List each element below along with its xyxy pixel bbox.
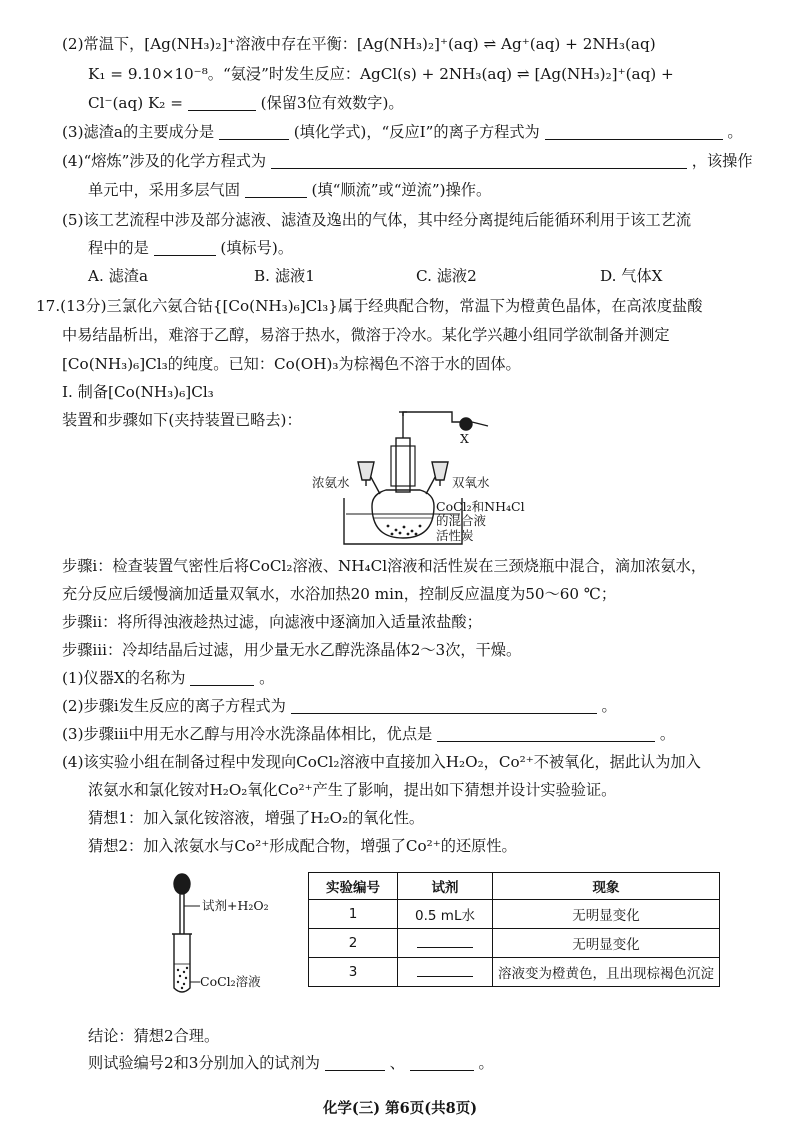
label-carbon: 活性炭 — [436, 528, 474, 543]
q17-sub2 — [62, 696, 617, 716]
experiment-table — [308, 872, 720, 987]
answer-blank-recycle[interactable] — [154, 239, 216, 256]
drying-tube-x-icon — [460, 418, 472, 430]
table-header-phenomenon: 现象 — [493, 873, 720, 900]
q16-part3-end: 。 — [727, 123, 743, 141]
q16-part5-text1: 程中的是 — [88, 239, 149, 257]
dropper-bulb-icon — [174, 874, 190, 894]
q16-part2-line3 — [88, 93, 404, 113]
q16-part3 — [62, 122, 743, 142]
q16-part4-text3: 单元中，采用多层气固 — [88, 181, 240, 199]
step1-line1: 步骤i：检查装置气密性后将CoCl₂溶液、NH₄Cl溶液和活性炭在三颈烧瓶中混合，滴加浓氨水， — [62, 557, 707, 575]
answer-blank-reagent-3[interactable] — [417, 964, 473, 977]
q16-part4-text1: (4)“熔炼”涉及的化学方程式为 — [62, 152, 267, 170]
q16-part5-text2: (填标号)。 — [220, 239, 294, 257]
final-question-end: 。 — [478, 1054, 494, 1072]
table-cell-id: 3 — [309, 958, 398, 987]
conclusion-line: 结论：猜想2合理。 — [88, 1027, 220, 1045]
table-header-row — [309, 873, 720, 900]
table-cell-id: 1 — [309, 900, 398, 929]
table-row — [309, 958, 720, 987]
q17-sub2-end: 。 — [601, 697, 617, 715]
q17-sub4-line1: (4)该实验小组在制备过程中发现向CoCl₂溶液中直接加入H₂O₂，Co²⁺不被氧化，据此认为加入 — [62, 753, 701, 771]
table-row — [309, 929, 720, 958]
answer-blank-exp3[interactable] — [410, 1054, 474, 1071]
q17-setup-text: 装置和步骤如下(夹持装置已略去)： — [62, 411, 302, 429]
q16-part3-text2: (填化学式)，“反应I”的离子方程式为 — [293, 123, 540, 141]
q16-part4-text4: (填“顺流”或“逆流”)操作。 — [311, 181, 492, 199]
page-footer: 化学(三) 第6页(共8页) — [322, 1100, 478, 1117]
table-row — [309, 900, 720, 929]
q17-intro-line1: 17.(13分)三氯化六氨合钴{[Co(NH₃)₆]Cl₃}属于经典配合物，常温下为橙黄色晶体，在高浓度盐酸 — [36, 297, 703, 315]
label-cocl2-solution: CoCl₂溶液 — [200, 974, 261, 989]
step3-line: 步骤iii：冷却结晶后过滤，用少量无水乙醇洗涤晶体2～3次，干燥。 — [62, 641, 522, 659]
step1-line2: 充分反应后缓慢滴加适量双氧水，水浴加热20 min，控制反应温度为50～60 ℃； — [62, 585, 617, 603]
answer-blank-flow[interactable] — [245, 181, 307, 198]
test-tube-figure — [160, 870, 300, 1000]
final-question-line — [88, 1053, 494, 1073]
q16-option-a: A. 滤渣a — [88, 267, 149, 285]
q17-sub1 — [62, 668, 274, 688]
q16-part5-line2 — [88, 238, 293, 258]
q16-option-c: C. 滤液2 — [416, 267, 477, 285]
table-cell-reagent-blank[interactable] — [398, 958, 493, 987]
q17-section-heading: Ⅰ. 制备[Co(NH₃)₆]Cl₃ — [62, 383, 214, 401]
answer-blank-residue[interactable] — [219, 123, 289, 140]
q16-k2-note: (保留3位有效数字)。 — [260, 94, 404, 112]
hypothesis-2: 猜想2：加入浓氨水与Co²⁺形成配合物，增强了Co²⁺的还原性。 — [88, 837, 517, 855]
apparatus-figure — [312, 402, 525, 550]
q16-option-b: B. 滤液1 — [254, 267, 315, 285]
answer-blank-instrument[interactable] — [190, 669, 254, 686]
q17-sub1-end: 。 — [259, 669, 275, 687]
answer-blank-reagent-2[interactable] — [417, 935, 473, 948]
step2-line: 步骤ii：将所得浊液趁热过滤，向滤液中逐滴加入适量浓盐酸； — [62, 613, 482, 631]
table-cell-phenomenon: 无明显变化 — [493, 929, 720, 958]
table-header-reagent: 试剂 — [398, 873, 493, 900]
q16-part3-text1: (3)滤渣a的主要成分是 — [62, 123, 215, 141]
answer-blank-exp2[interactable] — [325, 1054, 385, 1071]
answer-blank-advantage[interactable] — [437, 725, 655, 742]
final-question-separator: 、 — [389, 1054, 405, 1072]
q17-sub2-text: (2)步骤i发生反应的离子方程式为 — [62, 697, 286, 715]
q16-part5-line1: (5)该工艺流程中涉及部分滤液、滤渣及逸出的气体，其中经分离提纯后能循环利用于该工艺流 — [62, 211, 692, 229]
q17-intro-line2: 中易结晶析出，难溶于乙醇，易溶于热水，微溶于冷水。某化学兴趣小组同学欲制备并测定 — [62, 326, 670, 344]
q16-k2-label: Cl⁻(aq) K₂ = — [88, 94, 183, 112]
label-ammonia: 浓氨水 — [312, 475, 350, 490]
q17-sub1-text: (1)仪器X的名称为 — [62, 669, 186, 687]
label-x: X — [460, 431, 469, 446]
q16-part4-line2 — [88, 180, 491, 200]
q17-sub3-text: (3)步骤iii中用无水乙醇与用冷水洗涤晶体相比，优点是 — [62, 725, 433, 743]
table-cell-id: 2 — [309, 929, 398, 958]
answer-blank-ionic-eq[interactable] — [545, 123, 723, 140]
label-mixture-line1: CoCl₂和NH₄Cl — [436, 499, 525, 514]
q16-option-d: D. 气体X — [600, 267, 663, 285]
answer-blank-step1-eq[interactable] — [291, 697, 597, 714]
test-tube-icon — [174, 934, 190, 992]
q17-intro-line3: [Co(NH₃)₆]Cl₃的纯度。已知：Co(OH)₃为棕褐色不溶于水的固体。 — [62, 355, 521, 373]
hypothesis-1: 猜想1：加入氯化铵溶液，增强了H₂O₂的氧化性。 — [88, 809, 425, 827]
q16-part2-line2: K₁ = 9.10×10⁻⁸。“氨浸”时发生反应：AgCl(s) + 2NH₃(aq) ⇌ [Ag(NH₃)₂]⁺(aq) + — [88, 65, 674, 83]
table-cell-phenomenon: 无明显变化 — [493, 900, 720, 929]
answer-blank-smelting-eq[interactable] — [271, 152, 687, 169]
table-cell-reagent: 0.5 mL水 — [398, 900, 493, 929]
final-question-text: 则试验编号2和3分别加入的试剂为 — [88, 1054, 320, 1072]
label-mixture-line2: 的混合液 — [436, 513, 487, 528]
answer-blank-k2[interactable] — [188, 94, 256, 111]
label-peroxide: 双氧水 — [452, 475, 490, 490]
q17-sub3-end: 。 — [659, 725, 676, 743]
q16-part4-line1 — [62, 151, 753, 171]
label-reagent-h2o2: 试剂+H₂O₂ — [202, 898, 269, 913]
table-cell-reagent-blank[interactable] — [398, 929, 493, 958]
table-header-id: 实验编号 — [309, 873, 398, 900]
q17-sub4-line2: 浓氨水和氯化铵对H₂O₂氧化Co²⁺产生了影响，提出如下猜想并设计实验验证。 — [88, 781, 617, 799]
q17-sub3 — [62, 724, 675, 744]
q16-part2-line1: (2)常温下，[Ag(NH₃)₂]⁺溶液中存在平衡：[Ag(NH₃)₂]⁺(aq) ⇌ Ag⁺(aq) + 2NH₃(aq) — [62, 35, 656, 53]
table-cell-phenomenon: 溶液变为橙黄色，且出现棕褐色沉淀 — [493, 958, 720, 987]
q16-part4-text2: ，该操作 — [691, 152, 753, 170]
